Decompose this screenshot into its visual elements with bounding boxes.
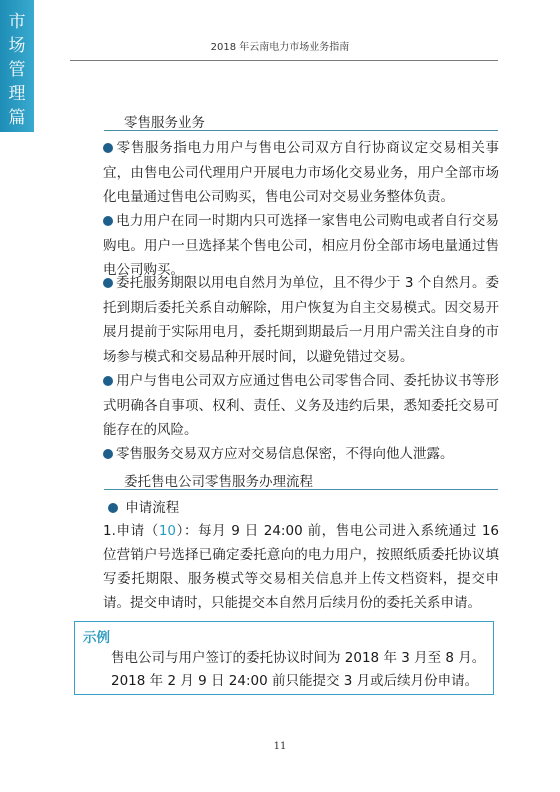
bullet-paragraph: 委托服务期限以用电自然月为单位，且不得少于 3 个自然月。委托到期后委托关系自动解除，用户恢复为自主交易模式。因交易开展月提前于实际用电月，委托期到期最后一月用户需关注自身的市场参与模式和交易品种开展时间，以避免错过交易。 xyxy=(103,275,499,365)
step-paragraph: 1.申请（10）：每月 9 日 24:00 前，售电公司进入系统通过 16 位营销户号选择已确定委托意向的电力用户，按照纸质委托协议填写委托期限、服务模式等交易相关信息并上传文档资料，提交申请。提交申请时，只能提交本自然月后续月份的委托关系申请。 xyxy=(103,523,499,611)
example-box xyxy=(74,621,494,695)
example-line: 售电公司与用户签订的委托协议时间为 2018 年 3 月至 8 月。 xyxy=(111,650,486,666)
bullet-dot-icon xyxy=(108,503,118,513)
sub-heading-application: 申请流程 xyxy=(108,496,179,516)
step-number-highlight: 10 xyxy=(158,523,177,539)
page-number: 11 xyxy=(273,741,287,752)
example-title: 示例 xyxy=(83,630,110,646)
bullet-paragraph: 零售服务交易双方应对交易信息保密，不得向他人泄露。 xyxy=(103,442,499,467)
side-tab xyxy=(0,0,34,132)
section-rule xyxy=(104,489,498,490)
header-rule xyxy=(70,60,498,61)
bullet-dot-icon xyxy=(103,143,113,153)
section-rule xyxy=(104,130,498,131)
example-line: 2018 年 2 月 9 日 24:00 前只能提交 3 月或后续月份申请。 xyxy=(111,673,479,689)
bullet-dot-icon xyxy=(103,278,113,288)
section-heading-retail-service: 零售服务业务 xyxy=(124,115,205,131)
side-tab-label: 市场管理篇 xyxy=(8,12,26,128)
bullet-dot-icon xyxy=(103,376,113,386)
running-header: 2018 年云南电力市场业务指南 xyxy=(210,42,350,53)
section-heading-process: 委托售电公司零售服务办理流程 xyxy=(124,474,313,490)
bullet-paragraph: 用户与售电公司双方应通过售电公司零售合同、委托协议书等形式明确各自事项、权利、责任、义务及违约后果，悉知委托交易可能存在的风险。 xyxy=(103,373,499,438)
bullet-paragraph: 电力用户在同一时期内只可选择一家售电公司购电或者自行交易购电。用户一旦选择某个售电公司，相应月份全部市场电量通过售电公司购买。 xyxy=(103,213,499,278)
bullet-paragraph: 零售服务指电力用户与售电公司双方自行协商议定交易相关事宜，由售电公司代理用户开展电力市场化交易业务，用户全部市场化电量通过售电公司购买，售电公司对交易业务整体负责。 xyxy=(103,140,499,205)
bullet-dot-icon xyxy=(103,449,113,459)
bullet-dot-icon xyxy=(103,216,113,226)
